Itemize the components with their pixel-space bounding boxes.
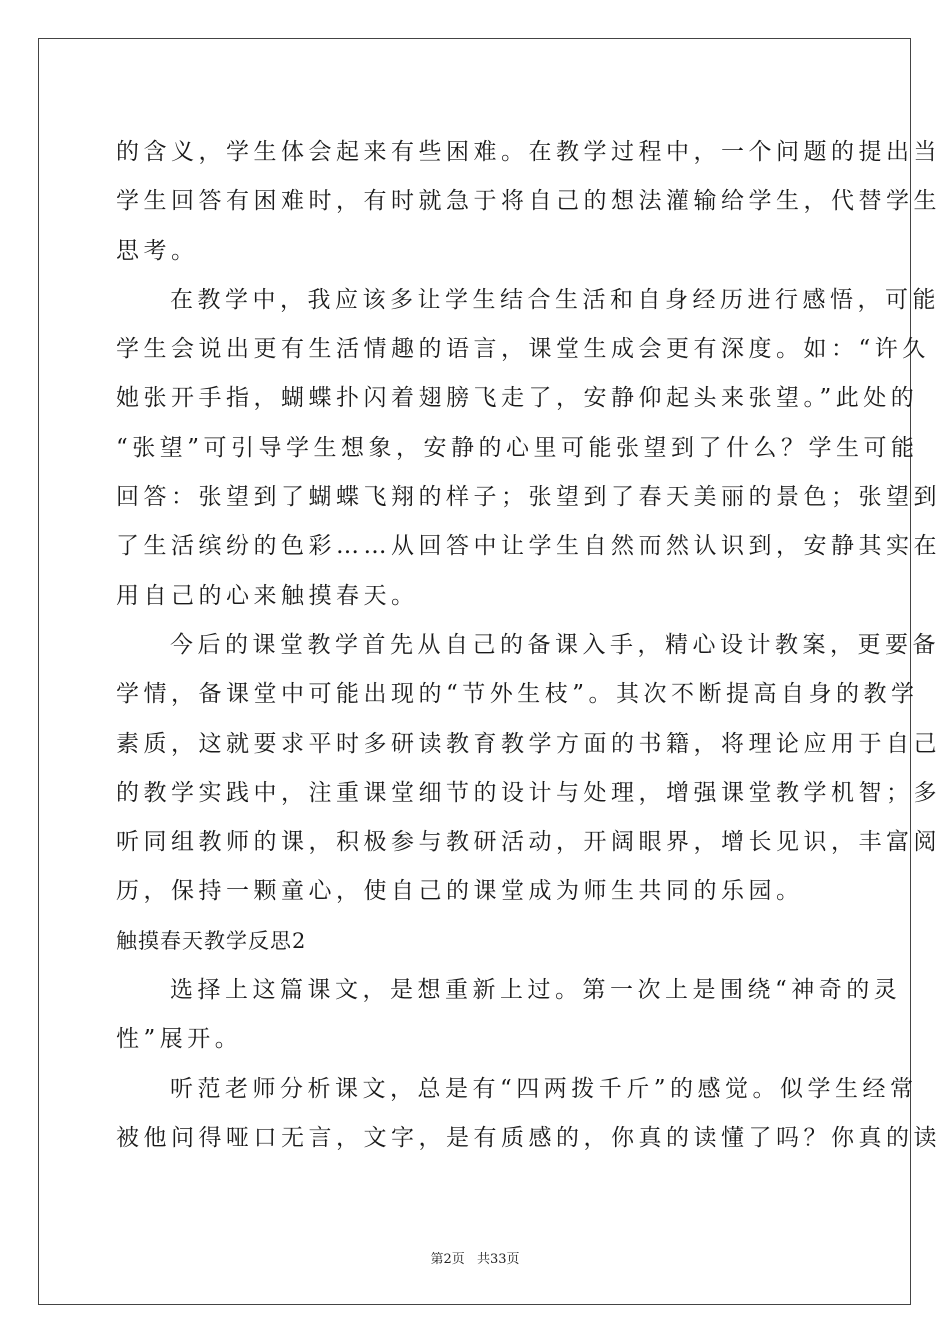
page-number: 第2页	[430, 1252, 465, 1267]
paragraph	[116, 621, 941, 917]
text-line: 的教学实践中，注重课堂细节的设计与处理，增强课堂教学机智；多	[116, 779, 941, 806]
text-line: 历，保持一颗童心，使自己的课堂成为师生共同的乐园。	[116, 878, 804, 905]
text-line: 学生会说出更有生活情趣的语言，课堂生成会更有深度。如：“许久	[116, 336, 930, 363]
text-line: 学生回答有困难时，有时就急于将自己的想法灌输给学生，代替学生	[116, 188, 941, 215]
text-line: 学情，备课堂中可能出现的“节外生枝”。其次不断提高自身的教学	[116, 681, 919, 708]
text-line: 她张开手指，蝴蝶扑闪着翅膀飞走了，安静仰起头来张望。”此处的	[116, 385, 919, 412]
section-heading: 触摸春天教学反思2	[116, 928, 307, 953]
text-line: 听范老师分析课文，总是有“四两拨千斤”的感觉。似学生经常	[170, 1075, 918, 1102]
text-line: 性”展开。	[116, 1026, 243, 1053]
text-line: 用自己的心来触摸春天。	[116, 582, 419, 609]
paragraph	[116, 1065, 941, 1164]
paragraph	[116, 276, 941, 621]
document-body	[116, 128, 941, 1163]
text-line: 回答：张望到了蝴蝶飞翔的样子；张望到了春天美丽的景色；张望到	[116, 484, 941, 511]
text-line: 的含义，学生体会起来有些困难。在教学过程中，一个问题的提出当	[116, 139, 941, 165]
text-line: 选择上这篇课文，是想重新上过。第一次上是围绕“神奇的灵	[170, 977, 902, 1004]
text-line: 在教学中，我应该多让学生结合生活和自身经历进行感悟，可能	[170, 286, 940, 313]
paragraph	[116, 128, 941, 276]
text-line: 听同组教师的课，积极参与教研活动，开阔眼界，增长见识，丰富阅	[116, 829, 941, 856]
paragraph	[116, 966, 902, 1065]
text-line: 被他问得哑口无言，文字，是有质感的，你真的读懂了吗？你真的读	[116, 1124, 941, 1151]
text-line: 今后的课堂教学首先从自己的备课入手，精心设计教案，更要备	[170, 631, 940, 658]
text-line: 素质，这就要求平时多研读教育教学方面的书籍，将理论应用于自己	[116, 730, 941, 757]
text-line: “张望”可引导学生想象，安静的心里可能张望到了什么？学生可能	[116, 434, 919, 461]
text-line: 了生活缤纷的色彩……从回答中让学生自然而然认识到，安静其实在	[116, 533, 941, 560]
text-line: 思考。	[116, 237, 199, 264]
total-pages: 共33页	[476, 1252, 520, 1267]
page-footer	[0, 1248, 950, 1267]
